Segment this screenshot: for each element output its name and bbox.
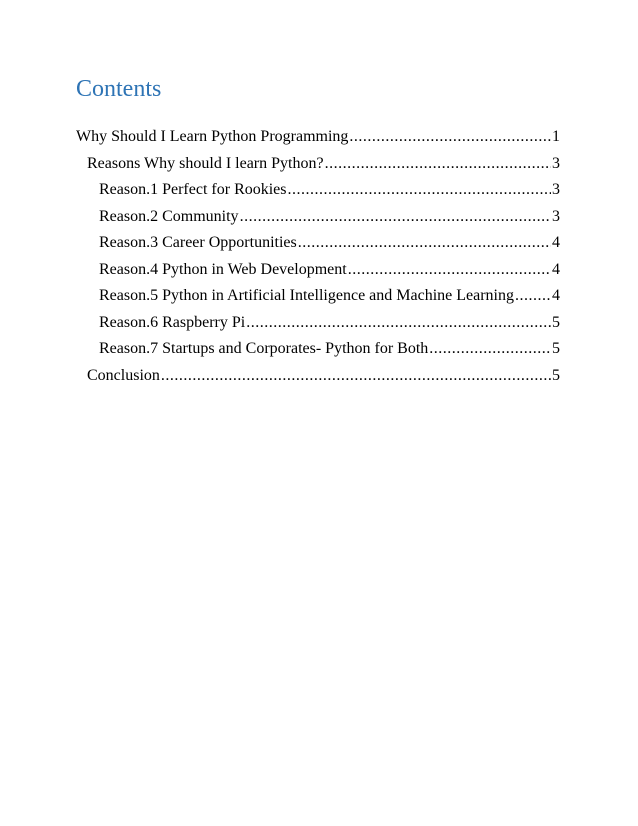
toc-dot-leader [429, 336, 551, 363]
toc-entry-title: Reason.2 Community [99, 207, 239, 225]
toc-dot-leader [325, 151, 551, 178]
toc-entry[interactable] [0, 310, 560, 337]
toc-dot-leader [515, 283, 551, 310]
toc-page-number: 5 [552, 313, 560, 331]
toc-page-number: 3 [552, 181, 560, 198]
toc-page-number: 5 [552, 366, 560, 384]
toc-entry-title: Reason.6 Raspberry Pi [99, 313, 246, 331]
toc-heading: Contents [76, 76, 162, 102]
toc-entry-title: Why Should I Learn Python Programming [76, 128, 349, 145]
toc-entry[interactable] [0, 257, 560, 284]
toc-entry[interactable] [0, 124, 560, 151]
toc-dot-leader [246, 310, 551, 337]
toc-entry-title: Reason.3 Career Opportunities [99, 234, 297, 251]
toc-page-number: 3 [552, 207, 560, 225]
toc-dot-leader [240, 204, 551, 231]
toc-page-number: 3 [552, 154, 560, 172]
toc-entry-title: Conclusion [87, 366, 160, 384]
toc-page-number: 5 [552, 340, 560, 357]
toc-entry[interactable] [0, 283, 560, 310]
toc-entry[interactable] [0, 151, 560, 178]
toc-entry-title: Reason.1 Perfect for Rookies [99, 181, 287, 198]
toc-entry[interactable] [0, 336, 560, 363]
toc-entry-title: Reasons Why should I learn Python? [87, 154, 324, 172]
toc-dot-leader [161, 363, 551, 390]
toc-entry-title: Reason.5 Python in Artificial Intelligence and Machine Learning [99, 287, 514, 304]
toc-page-number: 4 [552, 260, 560, 278]
toc-entry[interactable] [0, 204, 560, 231]
toc-page-number: 4 [552, 287, 560, 304]
toc-dot-leader [348, 257, 551, 284]
toc-entry-title: Reason.4 Python in Web Development [99, 260, 347, 278]
toc-page-number: 1 [552, 128, 560, 145]
toc-entry[interactable] [0, 363, 560, 390]
toc-entry[interactable] [0, 230, 560, 257]
table-of-contents [0, 124, 638, 389]
toc-dot-leader [298, 230, 551, 257]
toc-entry[interactable] [0, 177, 560, 204]
toc-dot-leader [288, 177, 551, 204]
toc-page-number: 4 [552, 234, 560, 251]
toc-dot-leader [349, 124, 551, 151]
toc-entry-title: Reason.7 Startups and Corporates- Python for Both [99, 340, 429, 357]
